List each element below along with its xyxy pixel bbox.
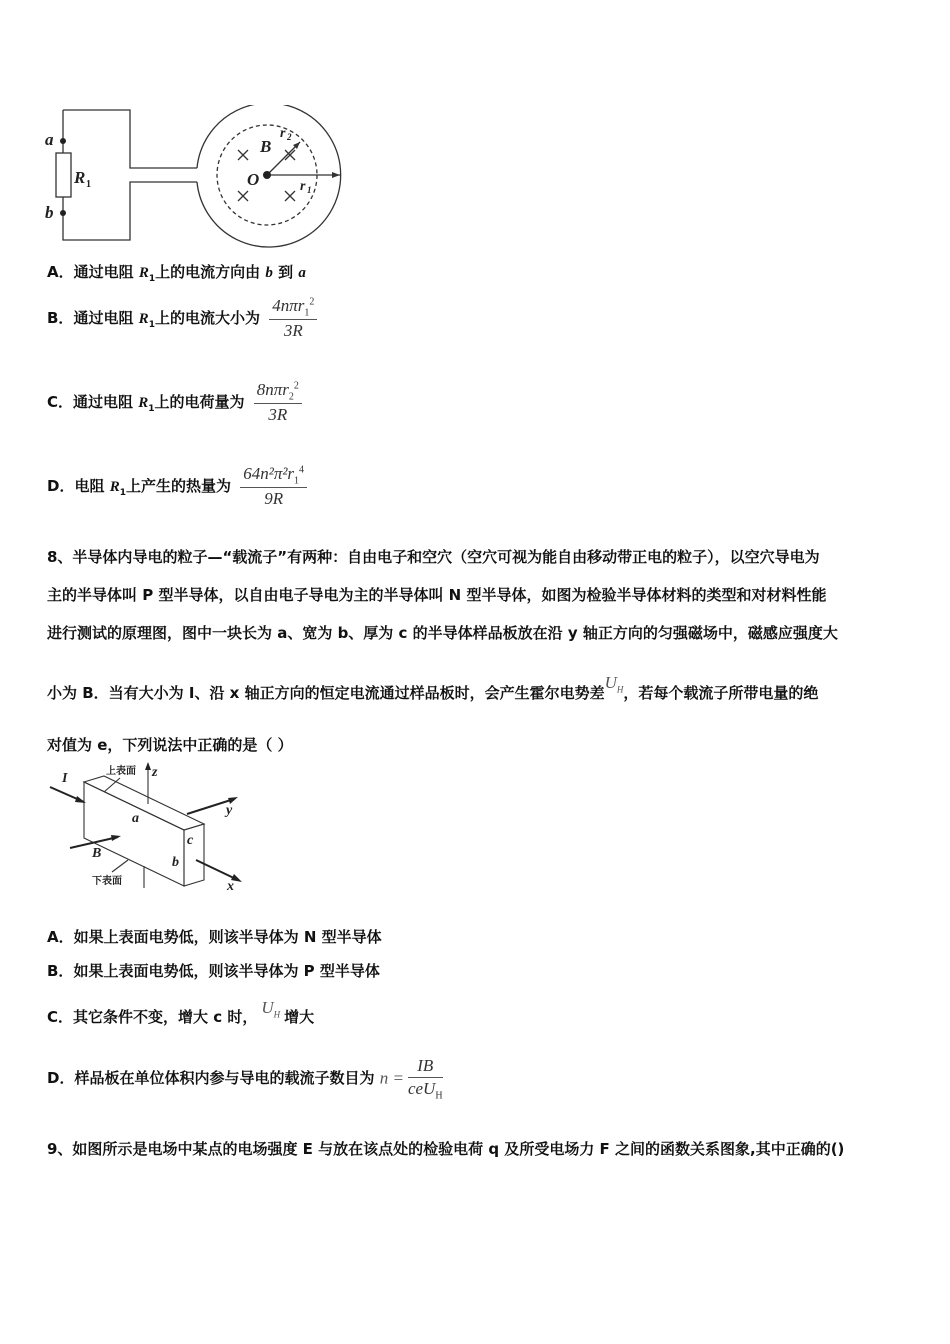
label-I: I (62, 771, 68, 786)
label-x: x (227, 879, 234, 892)
q9-text: 9、如图所示是电场中某点的电场强度 E 与放在该点处的检验电荷 q 及所受电场力 F 之间的函数关系图象,其中正确的() (47, 1140, 845, 1158)
q7-option-d: D．电阻 $R_1$上产生的热量为 $\frac{64n^2\pi^2r_1^4}{9R}$ (47, 464, 307, 509)
label-r1-radius: r (300, 179, 306, 194)
q8-option-d: D．样品板在单位体积内参与导电的载流子数目为 n = $\frac{IB}{ceU_H}$ (47, 1056, 443, 1102)
label-r2-radius-sub: 2 (287, 132, 292, 142)
circuit-figure (42, 105, 347, 250)
q7-option-c: C．通过电阻 $R_1$上的电荷量为 $\frac{8n\pi r_2^2}{3R}$ (47, 380, 302, 425)
label-z: z (152, 765, 158, 780)
label-c: c (187, 833, 194, 848)
label-b: b (45, 203, 54, 222)
formula-carrier-density: $\frac{IB}{ceU_H}$ (407, 1056, 443, 1102)
q8-option-a: A．如果上表面电势低，则该半导体为 N 型半导体 (47, 928, 382, 946)
hall-effect-figure (44, 762, 254, 892)
label-O: O (247, 170, 260, 189)
label-B-field: B (92, 846, 102, 861)
formula-current: $\frac{4n\pi r_1^2}{3R}$ (269, 296, 317, 341)
formula-heat: $\frac{64n^2\pi^2r_1^4}{9R}$ (240, 464, 307, 509)
q7-option-b: B．通过电阻 $R_1$上的电流大小为 $\frac{4n\pi r_1^2}{3R}$ (47, 296, 317, 341)
q8-line-5: 对值为 e，下列说法中正确的是（ ） (47, 736, 293, 754)
label-r1: R (74, 168, 86, 187)
q8-line-3: 进行测试的原理图，图中一块长为 a、宽为 b、厚为 c 的半导体样品板放在沿 y 轴正方向的匀强磁场中，磁感应强度大 (47, 624, 838, 642)
label-B: B (260, 137, 272, 156)
q7-option-a: A．通过电阻 $R_1$上的电流方向由 b 到 a (47, 263, 306, 284)
label-r1-radius-sub: 1 (307, 185, 312, 195)
formula-charge: $\frac{8n\pi r_2^2}{3R}$ (254, 380, 302, 425)
q8-option-b: B．如果上表面电势低，则该半导体为 P 型半导体 (47, 962, 380, 980)
label-a-length: a (132, 811, 139, 826)
q8-line-2: 主的半导体叫 P 型半导体，以自由电子导电为主的半导体叫 N 型半导体，如图为检验半导体材料的类型和对材料性能 (47, 586, 827, 604)
q8-line-1: 8、半导体内导电的粒子—“载流子”有两种：自由电子和空穴（空穴可视为能自由移动带正电的粒子），以空穴导电为 (47, 548, 820, 566)
q8-option-c: C．其它条件不变，增大 c 时， $U_H$ 增大 (47, 998, 315, 1026)
label-r1-sub: 1 (86, 179, 91, 190)
q8-line-4: 小为 B．当有大小为 I、沿 x 轴正方向的恒定电流通过样品板时，会产生霍尔电势差$U_H$，若每个载流子所带电量的绝 (47, 673, 819, 702)
label-b-width: b (172, 855, 179, 870)
label-r2-radius: r (280, 126, 286, 141)
label-a: a (45, 130, 54, 149)
label-y: y (226, 803, 233, 818)
label-bottom-surface: 下表面 (92, 876, 122, 887)
label-top-surface: 上表面 (106, 766, 136, 777)
